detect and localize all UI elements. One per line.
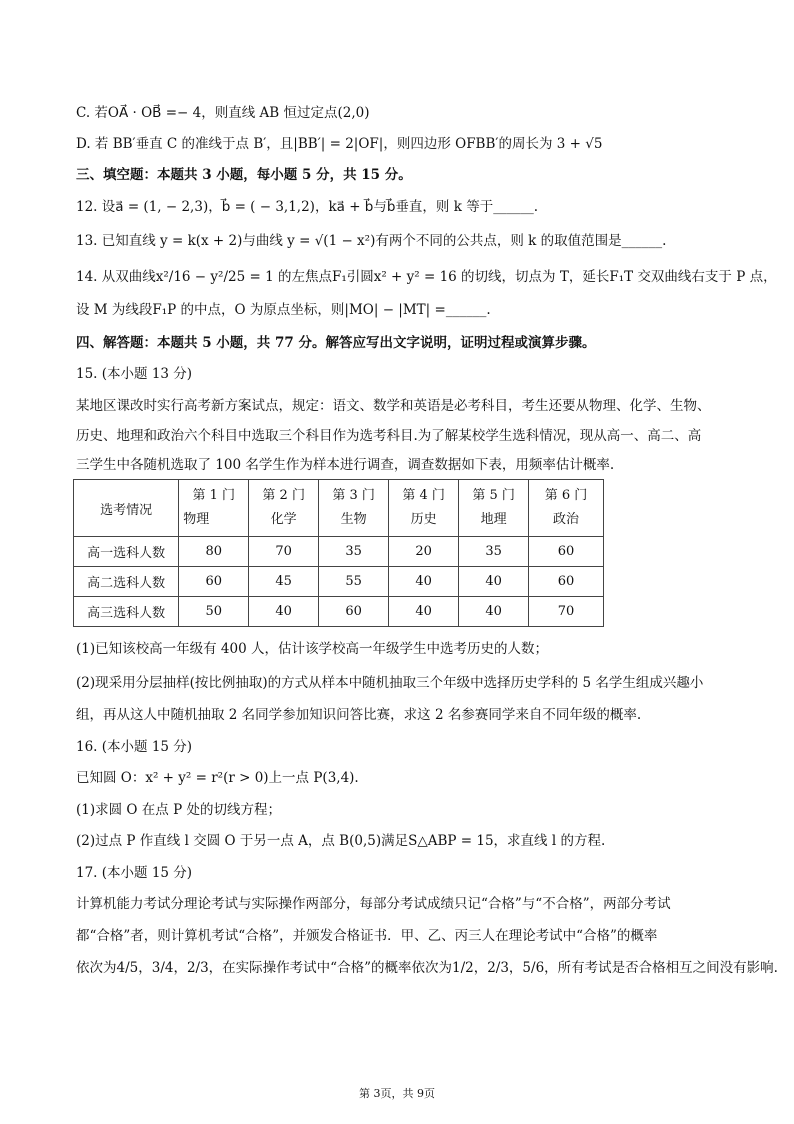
- question-17-text-1: 计算机能力考试分理论考试与实际操作两部分，每部分考试成绩只记“合格”与“不合格”，两部分考试: [76, 896, 671, 912]
- row-label: 高三选科人数: [74, 597, 179, 627]
- question-17-text-3: 依次为4/5，3/4，2/3，在实际操作考试中“合格”的概率依次为1/2，2/3，5/6，所有考试是否合格相互之间没有影响.: [76, 960, 778, 976]
- section-fill-in-heading: 三、填空题：本题共 3 小题，每小题 5 分，共 15 分。: [76, 167, 412, 183]
- table-cell: 60: [319, 597, 389, 627]
- table-cell: 40: [459, 567, 529, 597]
- question-14-line-2: 设 M 为线段F₁P 的中点，O 为原点坐标，则|MO| − |MT| =______.: [76, 302, 491, 318]
- question-15-text-2: 历史、地理和政治六个科目中选取三个科目作为选考科目.为了解某校学生选科情况，现从高一、高二、高: [76, 428, 702, 444]
- question-16-part-1: (1)求圆 O 在点 P 处的切线方程；: [76, 802, 281, 818]
- question-16-heading: 16. (本小题 15 分): [76, 739, 193, 755]
- table-cell: 80: [179, 537, 249, 567]
- question-15-part-1: (1)已知该校高一年级有 400 人，估计该学校高一年级学生中选考历史的人数；: [76, 641, 548, 657]
- table-cell: 40: [389, 597, 459, 627]
- table-header-cell: 第 6 门 政治: [529, 480, 604, 537]
- table-row: [74, 567, 604, 597]
- table-cell: 60: [529, 537, 604, 567]
- table-header-cell: 第 4 门 历史: [389, 480, 459, 537]
- question-15-part-2-line-1: (2)现采用分层抽样(按比例抽取)的方式从样本中随机抽取三个年级中选择历史学科的 5 名学生组成兴趣小: [76, 675, 704, 691]
- question-16-text: 已知圆 O：x² + y² = r²(r > 0)上一点 P(3,4).: [76, 770, 359, 786]
- table-cell: 45: [249, 567, 319, 597]
- table-cell: 70: [249, 537, 319, 567]
- table-cell: 70: [529, 597, 604, 627]
- option-c: C. 若OA⃗ · OB⃗ =− 4，则直线 AB 恒过定点(2,0): [76, 105, 370, 121]
- table-corner-cell: 选考情况: [74, 480, 179, 537]
- table-row: [74, 537, 604, 567]
- subject-selection-table: [73, 479, 604, 627]
- option-d: D. 若 BB′垂直 C 的准线于点 B′，且|BB′| = 2|OF|，则四边形 OFBB′的周长为 3 + √5: [76, 136, 603, 152]
- question-15-text-1: 某地区课改时实行高考新方案试点，规定：语文、数学和英语是必考科目，考生还要从物理、化学、生物、: [76, 398, 711, 414]
- table-header-cell: 第 2 门 化学: [249, 480, 319, 537]
- question-13: 13. 已知直线 y = k(x + 2)与曲线 y = √(1 − x²)有两个不同的公共点，则 k 的取值范围是______.: [76, 233, 667, 249]
- row-label: 高一选科人数: [74, 537, 179, 567]
- row-label: 高二选科人数: [74, 567, 179, 597]
- table-cell: 55: [319, 567, 389, 597]
- table-cell: 40: [249, 597, 319, 627]
- page-footer: 第 3页，共 9页: [359, 1087, 435, 1100]
- table-cell: 40: [389, 567, 459, 597]
- table-cell: 50: [179, 597, 249, 627]
- question-12: 12. 设a⃗ = (1, − 2,3)，b⃗ = ( − 3,1,2)，ka⃗ + b⃗与b⃗垂直，则 k 等于______.: [76, 199, 538, 215]
- question-17-text-2: 都“合格”者，则计算机考试“合格”，并颁发合格证书．甲、乙、丙三人在理论考试中“合格”的概率: [76, 928, 658, 944]
- table-cell: 35: [319, 537, 389, 567]
- table-header-cell: 第 5 门 地理: [459, 480, 529, 537]
- table-row: [74, 597, 604, 627]
- table-cell: 60: [529, 567, 604, 597]
- section-answer-heading: 四、解答题：本题共 5 小题，共 77 分。解答应写出文字说明，证明过程或演算步骤。: [76, 335, 596, 351]
- question-14-line-1: 14. 从双曲线x²/16 − y²/25 = 1 的左焦点F₁引圆x² + y² = 16 的切线，切点为 T，延长F₁T 交双曲线右支于 P 点，: [76, 269, 777, 285]
- table-header-row: [74, 480, 604, 537]
- table-cell: 20: [389, 537, 459, 567]
- question-15-heading: 15. (本小题 13 分): [76, 366, 193, 382]
- question-17-heading: 17. (本小题 15 分): [76, 865, 193, 881]
- table-cell: 40: [459, 597, 529, 627]
- question-16-part-2: (2)过点 P 作直线 l 交圆 O 于另一点 A，点 B(0,5)满足S△ABP = 15，求直线 l 的方程.: [76, 833, 606, 849]
- question-15-text-3: 三学生中各随机选取了 100 名学生作为样本进行调查，调查数据如下表，用频率估计概率.: [76, 457, 615, 473]
- table-header-cell: 第 1 门 物理: [179, 480, 249, 537]
- table-header-cell: 第 3 门 生物: [319, 480, 389, 537]
- question-15-part-2-line-2: 组，再从这人中随机抽取 2 名同学参加知识问答比赛，求这 2 名参赛同学来自不同年级的概率.: [76, 707, 642, 723]
- table-cell: 35: [459, 537, 529, 567]
- table-cell: 60: [179, 567, 249, 597]
